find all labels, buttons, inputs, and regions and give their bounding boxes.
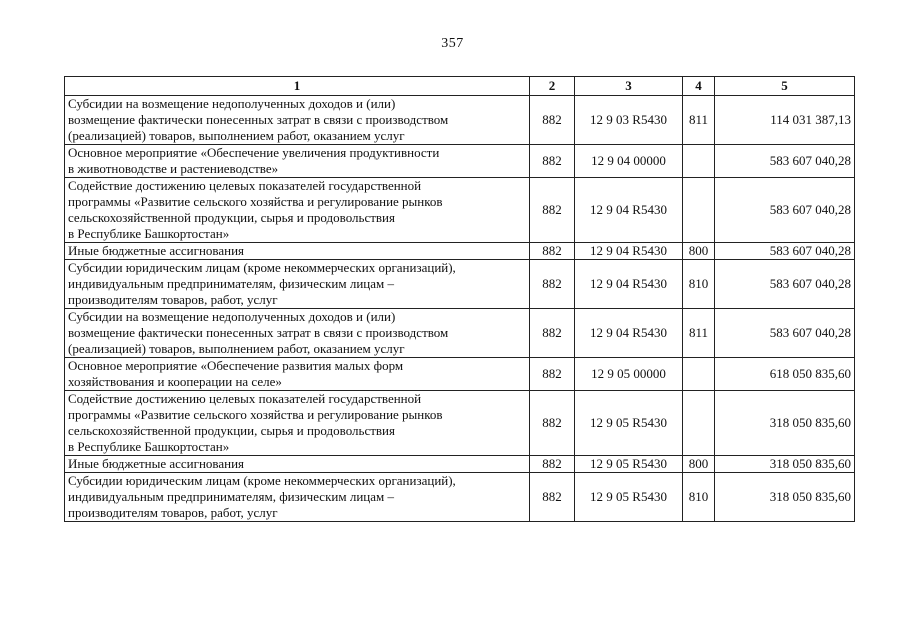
row-amount-cell: 583 607 040,28 (715, 178, 855, 243)
row-name-cell (65, 178, 530, 243)
row-name-cell (65, 391, 530, 456)
row-name-line: Субсидии на возмещение недополученных доходов и (или) (68, 309, 396, 324)
table-row (65, 309, 855, 358)
row-name-line: программы «Развитие сельского хозяйства и регулирование рынков (68, 407, 443, 422)
table-row (65, 391, 855, 456)
table-row (65, 178, 855, 243)
row-name-cell (65, 309, 530, 358)
budget-table (64, 76, 855, 522)
row-admin-cell: 882 (530, 243, 575, 260)
row-type-cell (683, 391, 715, 456)
table-row (65, 260, 855, 309)
row-name-cell (65, 473, 530, 522)
row-name-cell (65, 456, 530, 473)
row-name-line: (реализацией) товаров, выполнением работ, оказанием услуг (68, 341, 405, 356)
row-name-line: индивидуальным предпринимателям, физическим лицам – (68, 489, 394, 504)
row-type-cell (683, 358, 715, 391)
row-admin-cell: 882 (530, 178, 575, 243)
header-col-1: 1 (65, 77, 530, 96)
table-row (65, 456, 855, 473)
row-type-cell (683, 178, 715, 243)
table-row (65, 243, 855, 260)
row-code-cell: 12 9 04 00000 (575, 145, 683, 178)
row-type-cell: 800 (683, 456, 715, 473)
row-code-cell: 12 9 05 R5430 (575, 391, 683, 456)
table-row (65, 358, 855, 391)
row-amount-cell: 583 607 040,28 (715, 145, 855, 178)
row-name-cell (65, 145, 530, 178)
row-name-line: Субсидии юридическим лицам (кроме некоммерческих организаций), (68, 473, 456, 488)
row-name-line: Иные бюджетные ассигнования (68, 243, 245, 258)
row-name-cell (65, 243, 530, 260)
row-code-cell: 12 9 04 R5430 (575, 309, 683, 358)
row-admin-cell: 882 (530, 391, 575, 456)
row-name-line: программы «Развитие сельского хозяйства и регулирование рынков (68, 194, 443, 209)
row-admin-cell: 882 (530, 309, 575, 358)
row-code-cell: 12 9 05 R5430 (575, 456, 683, 473)
row-amount-cell: 583 607 040,28 (715, 243, 855, 260)
row-amount-cell: 583 607 040,28 (715, 309, 855, 358)
row-amount-cell: 318 050 835,60 (715, 456, 855, 473)
page-number: 357 (441, 36, 464, 51)
row-type-cell: 811 (683, 309, 715, 358)
row-name-line: Иные бюджетные ассигнования (68, 456, 245, 471)
table-row (65, 96, 855, 145)
row-admin-cell: 882 (530, 473, 575, 522)
row-name-line: в Республике Башкортостан» (68, 439, 230, 454)
table-row (65, 473, 855, 522)
row-amount-cell: 318 050 835,60 (715, 473, 855, 522)
row-name-line: производителям товаров, работ, услуг (68, 292, 278, 307)
table-row (65, 145, 855, 178)
row-name-line: сельскохозяйственной продукции, сырья и продовольствия (68, 423, 395, 438)
row-code-cell: 12 9 03 R5430 (575, 96, 683, 145)
row-admin-cell: 882 (530, 96, 575, 145)
row-type-cell: 811 (683, 96, 715, 145)
header-col-5: 5 (715, 77, 855, 96)
row-amount-cell: 583 607 040,28 (715, 260, 855, 309)
row-type-cell (683, 145, 715, 178)
row-code-cell: 12 9 04 R5430 (575, 178, 683, 243)
row-admin-cell: 882 (530, 358, 575, 391)
row-type-cell: 800 (683, 243, 715, 260)
header-col-3: 3 (575, 77, 683, 96)
row-amount-cell: 618 050 835,60 (715, 358, 855, 391)
row-name-cell (65, 358, 530, 391)
row-admin-cell: 882 (530, 456, 575, 473)
row-name-cell (65, 96, 530, 145)
row-amount-cell: 318 050 835,60 (715, 391, 855, 456)
row-amount-cell: 114 031 387,13 (715, 96, 855, 145)
row-name-line: Субсидии юридическим лицам (кроме некоммерческих организаций), (68, 260, 456, 275)
row-type-cell: 810 (683, 260, 715, 309)
row-name-line: в животноводстве и растениеводстве» (68, 161, 279, 176)
row-code-cell: 12 9 04 R5430 (575, 260, 683, 309)
row-name-line: возмещение фактически понесенных затрат в связи с производством (68, 112, 449, 127)
row-name-cell (65, 260, 530, 309)
row-admin-cell: 882 (530, 145, 575, 178)
row-name-line: Основное мероприятие «Обеспечение развития малых форм (68, 358, 404, 373)
header-col-4: 4 (683, 77, 715, 96)
table-header-row (65, 77, 855, 96)
row-name-line: Субсидии на возмещение недополученных доходов и (или) (68, 96, 396, 111)
row-admin-cell: 882 (530, 260, 575, 309)
row-code-cell: 12 9 04 R5430 (575, 243, 683, 260)
row-code-cell: 12 9 05 R5430 (575, 473, 683, 522)
row-code-cell: 12 9 05 00000 (575, 358, 683, 391)
row-type-cell: 810 (683, 473, 715, 522)
table-body (65, 96, 855, 522)
row-name-line: Содействие достижению целевых показателей государственной (68, 178, 422, 193)
row-name-line: производителям товаров, работ, услуг (68, 505, 278, 520)
header-col-2: 2 (530, 77, 575, 96)
row-name-line: индивидуальным предпринимателям, физическим лицам – (68, 276, 394, 291)
row-name-line: сельскохозяйственной продукции, сырья и продовольствия (68, 210, 395, 225)
row-name-line: Содействие достижению целевых показателей государственной (68, 391, 422, 406)
row-name-line: хозяйствования и кооперации на селе» (68, 374, 282, 389)
row-name-line: возмещение фактически понесенных затрат в связи с производством (68, 325, 449, 340)
row-name-line: Основное мероприятие «Обеспечение увеличения продуктивности (68, 145, 440, 160)
row-name-line: в Республике Башкортостан» (68, 226, 230, 241)
row-name-line: (реализацией) товаров, выполнением работ, оказанием услуг (68, 128, 405, 143)
